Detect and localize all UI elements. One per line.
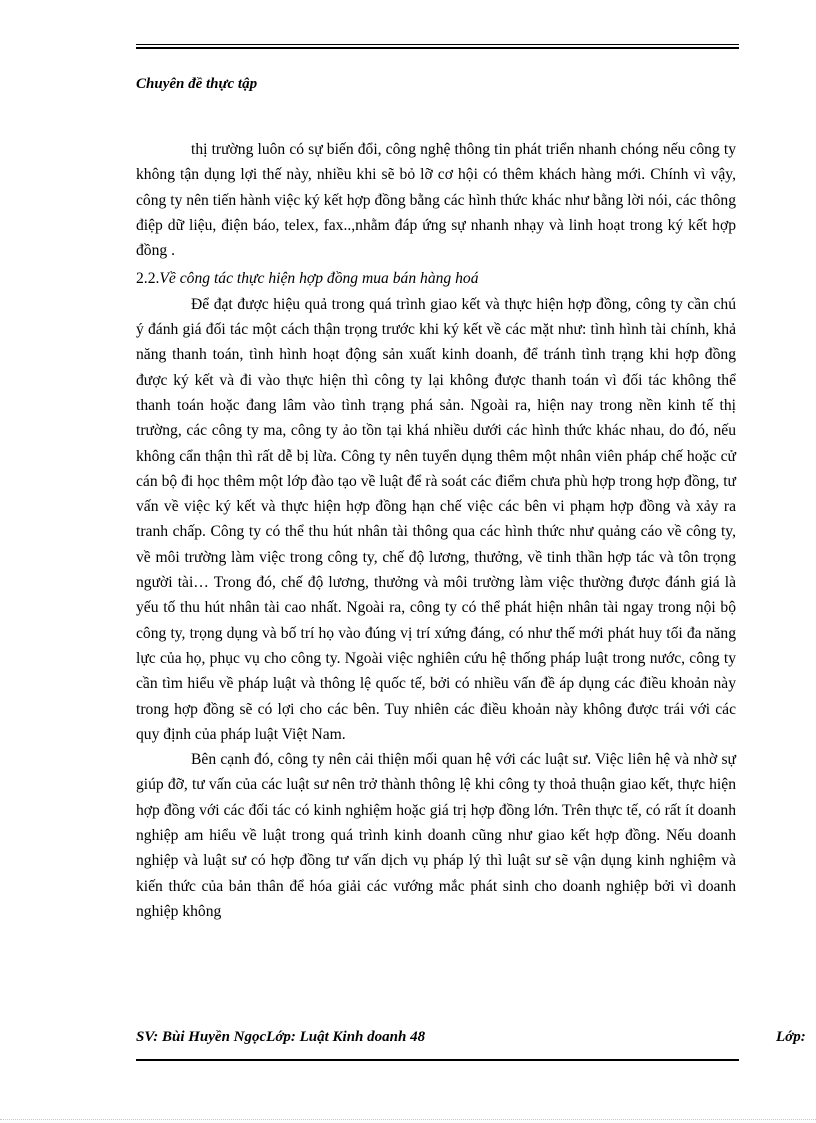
section-title: Về công tác thực hiện hợp đồng mua bán hàng hoá [159, 270, 479, 288]
paragraph-continued: thị trường luôn có sự biến đổi, công nghệ thông tin phát triển nhanh chóng nếu công ty không tận dụng lợi thế này, nhiều khi sẽ bỏ lỡ cơ hội có thêm khách hàng mới. Chính vì vậy, công ty nên tiến hành việc ký kết hợp đồng bằng các hình thức khác như bằng lời nói, các thông điệp dữ liệu, điện báo, telex, fax..,nhằm đáp ứng sự nhanh nhạy và linh hoạt trong ký kết hợp đồng . [136, 141, 736, 260]
paragraph: Để đạt được hiệu quả trong quá trình giao kết và thực hiện hợp đồng, công ty cần chú ý đánh giá đối tác một cách thận trọng trước khi ký kết về các mặt như: tình hình tài chính, khả năng thanh toán, tình hình hoạt động sản xuất kinh doanh, để tránh tình trạng khi hợp đồng được ký kết và đi vào thực hiện thì công ty lại không được thanh toán vì đối tác không thể thanh toán hoặc đang lâm vào tình trạng phá sản. Ngoài ra, hiện nay trong nền kinh tế thị trường, các công ty ma, công ty ảo tồn tại khá nhiều dưới các hình thức khác nhau, do đó, nếu không cẩn thận thì rất dễ bị lừa. Công ty nên tuyển dụng thêm một nhân viên pháp chế hoặc cử cán bộ đi học thêm một lớp đào tạo về luật để rà soát các điểm chưa phù hợp trong hợp đồng, tư vấn về việc ký kết và thực hiện hợp đồng hạn chế việc các bên vi phạm hợp đồng và xảy ra tranh chấp. Công ty có thể thu hút nhân tài thông qua các hình thức như quảng cáo về công ty, về môi trường làm việc trong công ty, chế độ lương, thưởng, về tinh thần hợp tác và tôn trọng người tài… Trong đó, chế độ lương, thưởng và môi trường làm việc thường được đánh giá là yếu tố thu hút nhân tài cao nhất. Ngoài ra, công ty có thể phát hiện nhân tài ngay trong nội bộ công ty, trọng dụng và bố trí họ vào đúng vị trí xứng đáng, có như thế mới phát huy tối đa năng lực của họ, phục vụ cho công ty. Ngoài việc nghiên cứu hệ thống pháp luật trong nước, công ty cần tìm hiểu về pháp luật và thông lệ quốc tế, bởi có nhiều vấn đề áp dụng các điều khoản này trong hợp đồng sẽ có lợi cho các bên. Tuy nhiên các điều khoản này không được trái với các quy định của pháp luật Việt Nam. [136, 295, 736, 743]
document-body [136, 137, 736, 924]
running-header-title: Chuyên đề thực tập [136, 76, 258, 92]
page-bottom-divider [0, 1119, 816, 1120]
page-footer [136, 1029, 816, 1046]
footer-class-label: Lớp: [776, 1029, 806, 1045]
footer-rule [136, 1059, 739, 1061]
section-number: 2.2. [136, 270, 160, 288]
header-rule [136, 44, 739, 49]
section-heading [136, 266, 736, 291]
paragraph: Bên cạnh đó, công ty nên cải thiện mối quan hệ với các luật sư. Việc liên hệ và nhờ sự giúp đỡ, tư vấn của các luật sư nên trở thành thông lệ khi công ty thoả thuận giao kết, thực hiện hợp đồng với các đối tác có kinh nghiệm hoặc giá trị hợp đồng lớn. Trên thực tế, có rất ít doanh nghiệp am hiểu về luật trong quá trình kinh doanh cũng như giao kết hợp đồng. Nếu doanh nghiệp và luật sư có hợp đồng tư vấn dịch vụ pháp lý thì luật sư sẽ vận dụng kinh nghiệm và kiến thức của bản thân để hóa giải các vướng mắc phát sinh cho doanh nghiệp bởi vì doanh nghiệp không [136, 751, 736, 920]
footer-student-info: SV: Bùi Huyền NgọcLớp: Luật Kinh doanh 48 [136, 1029, 426, 1045]
